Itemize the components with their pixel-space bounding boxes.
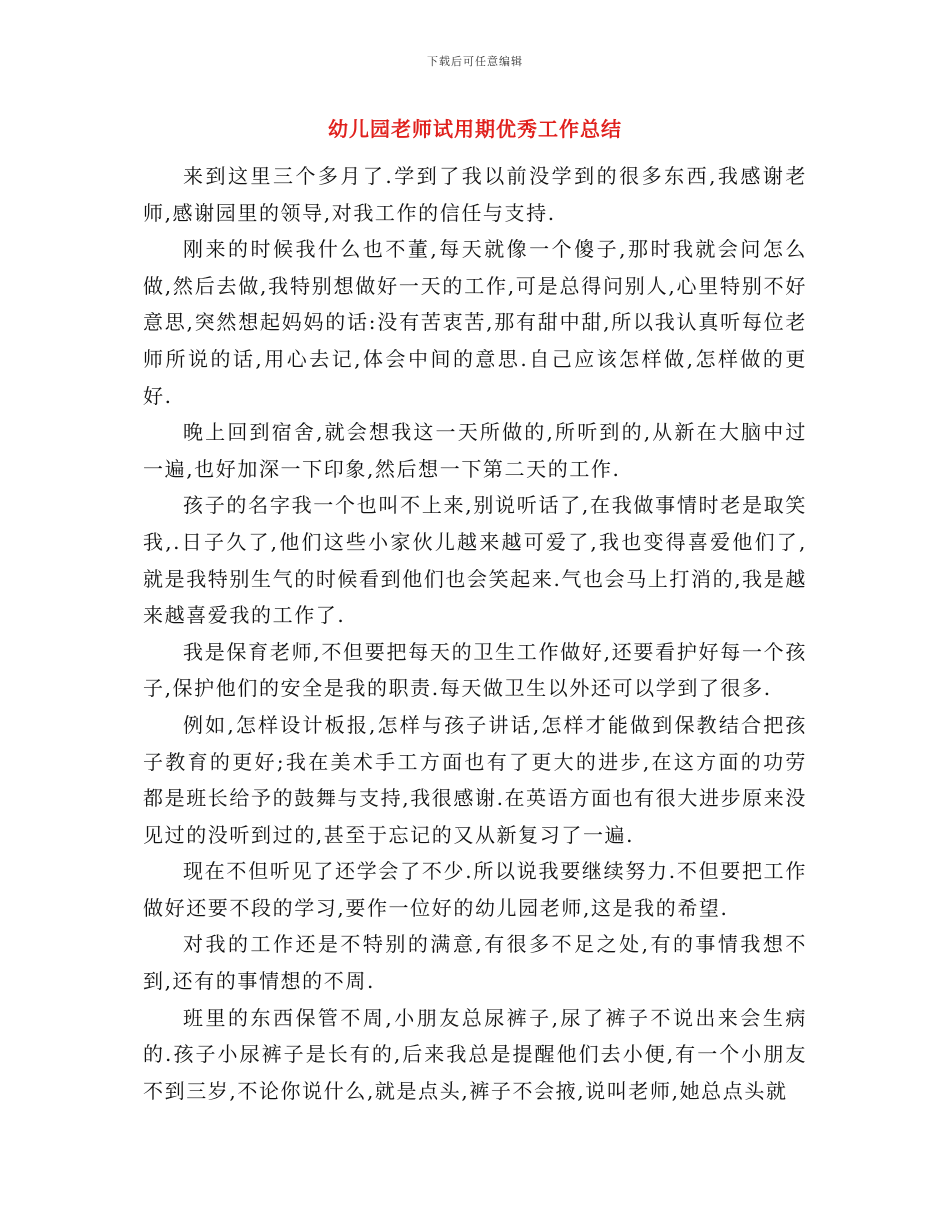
paragraph: 孩子的名字我一个也叫不上来,别说听话了,在我做事情时老是取笑我,.日子久了,他们这些小家伙儿越来越可爱了,我也变得喜爱他们了,就是我特别生气的时候看到他们也会笑起来.气也会马上打消的,我是越来越喜爱我的工作了. bbox=[143, 493, 807, 628]
paragraph: 来到这里三个多月了.学到了我以前没学到的很多东西,我感谢老师,感谢园里的领导,对我工作的信任与支持. bbox=[143, 164, 807, 225]
paragraph: 例如,怎样设计板报,怎样与孩子讲话,怎样才能做到保教结合把孩子教育的更好;我在美术手工方面也有了更大的进步,在这方面的功劳都是班长给予的鼓舞与支持,我很感谢.在英语方面也有很大进步原来没见过的没听到过的,甚至于忘记的又从新复习了一遍. bbox=[143, 712, 807, 847]
paragraph: 对我的工作还是不特别的满意,有很多不足之处,有的事情我想不到,还有的事情想的不周. bbox=[143, 932, 807, 994]
document-body bbox=[143, 158, 807, 1109]
paragraph: 班里的东西保管不周,小朋友总尿裤子,尿了裤子不说出来会生病的.孩子小尿裤子是长有的,后来我总是提醒他们去小便,有一个小朋友不到三岁,不论你说什么,就是点头,裤子不会掖,说叫老师,她总点头就 bbox=[143, 1005, 807, 1103]
document-title: 幼儿园老师试用期优秀工作总结 bbox=[328, 117, 622, 141]
paragraph: 晚上回到宿舍,就会想我这一天所做的,所听到的,从新在大脑中过一遍,也好加深一下印象,然后想一下第二天的工作. bbox=[143, 420, 807, 481]
paragraph: 现在不但听见了还学会了不少.所以说我要继续努力.不但要把工作做好还要不段的学习,要作一位好的幼儿园老师,这是我的希望. bbox=[143, 859, 807, 920]
paragraph: 刚来的时候我什么也不董,每天就像一个傻子,那时我就会问怎么做,然后去做,我特别想做好一天的工作,可是总得问别人,心里特别不好意思,突然想起妈妈的话:没有苦衷苦,那有甜中甜,所以我认真听每位老师所说的话,用心去记,体会中间的意思.自己应该怎样做,怎样做的更好. bbox=[143, 237, 807, 408]
paragraph: 我是保育老师,不但要把每天的卫生工作做好,还要看护好每一个孩子,保护他们的安全是我的职责.每天做卫生以外还可以学到了很多. bbox=[143, 639, 807, 701]
header-note: 下载后可任意编辑 bbox=[427, 55, 523, 68]
